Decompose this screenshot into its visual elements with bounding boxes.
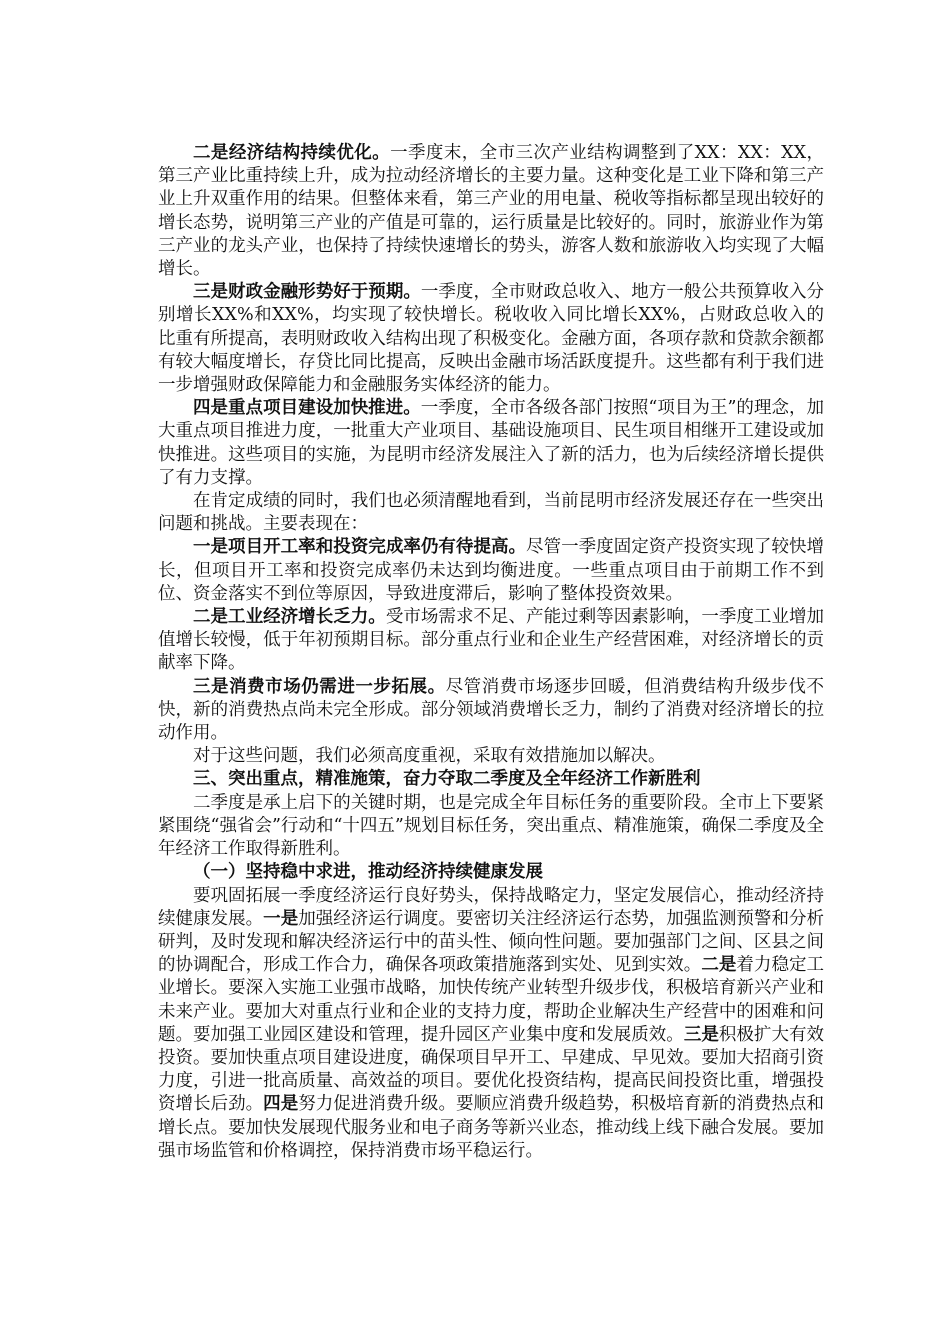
paragraph-problems-conclusion — [158, 745, 824, 768]
paragraph-text: 一季度末，全市三次产业结构调整到了XX：XX：XX，第三产业比重持续上升，成为拉动经济增长的主要力量。这种变化是工业下降和第三产业上升双重作用的结果。但整体来看，第三产业的用电量、税收等指标都呈现出较好的增长态势，说明第三产业的产值是可靠的，运行质量是比较好的。同时，旅游业作为第三产业的龙头产业，也保持了持续快速增长的势头，游客人数和旅游收入均实现了大幅增长。 — [158, 143, 825, 280]
measure-keyword: 一是 — [263, 908, 299, 929]
subsection-heading: （一）坚持稳中求进，推动经济持续健康发展 — [193, 862, 543, 883]
paragraph-economic-structure — [158, 142, 824, 281]
measure-text: 积极扩大有效投资。要加快重点项目建设进度，确保项目早开工、早建成、早见效。要加大招商引资力度，引进一批高质量、高效益的项目。要优化投资结构，提高民间投资比重，增强投资增长后劲。 — [158, 1024, 825, 1115]
paragraph-problems-intro — [158, 490, 824, 536]
document-page — [158, 142, 824, 1163]
paragraph-lead: 三是财政金融形势好于预期。 — [193, 282, 421, 303]
paragraph-problem-industry — [158, 606, 824, 676]
paragraph-problem-investment — [158, 536, 824, 606]
measure-text: 努力促进消费升级。要顺应消费升级趋势，积极培育新的消费热点和增长点。要加快发展现代服务业和电子商务等新兴业态，推动线上线下融合发展。要加强市场监管和价格调控，保持消费市场平稳运行。 — [158, 1094, 825, 1161]
paragraph-text: 一季度，全市财政总收入、地方一般公共预算收入分别增长XX%和XX%，均实现了较快增长。税收收入同比增长XX%，占财政总收入的比重有所提高，表明财政收入结构出现了积极变化。金融方面，各项存款和贷款余额都有较大幅度增长，存贷比同比提高，反映出金融市场活跃度提升。这些都有利于我们进一步增强财政保障能力和金融服务实体经济的能力。 — [158, 282, 825, 396]
measure-keyword: 三是 — [683, 1024, 719, 1045]
paragraph-measures — [158, 885, 824, 1163]
paragraph-lead: 一是项目开工率和投资完成率仍有待提高。 — [193, 537, 527, 558]
paragraph-text: 对于这些问题，我们必须高度重视，采取有效措施加以解决。 — [193, 746, 666, 767]
paragraph-text: 在肯定成绩的同时，我们也必须清醒地看到，当前昆明市经济发展还存在一些突出问题和挑战。主要表现在： — [158, 491, 824, 535]
paragraph-text: 尽管消费市场逐步回暖，但消费结构升级步伐不快，新的消费热点尚未完全形成。部分领域消费增长乏力，制约了消费对经济增长的拉动作用。 — [158, 676, 825, 744]
paragraph-lead: 三是消费市场仍需进一步拓展。 — [193, 676, 446, 697]
paragraph-text: 尽管一季度固定资产投资实现了较快增长，但项目开工率和投资完成率仍未达到均衡进度。一些重点项目由于前期工作不到位、资金落实不到位等原因，导致进度滞后，影响了整体投资效果。 — [158, 537, 825, 604]
measure-text: 加强经济运行调度。要密切关注经济运行态势，加强监测预警和分析研判，及时发现和解决经济运行中的苗头性、倾向性问题。要加强部门之间、区县之间的协调配合，形成工作合力，确保各项政策措施落到实处、见到实效。 — [158, 908, 825, 976]
measures-intro: 要巩固拓展一季度经济运行良好势头，保持战略定力，坚定发展信心，推动经济持续健康发展。 — [158, 885, 824, 929]
measure-keyword: 四是 — [263, 1094, 299, 1115]
paragraph-lead: 二是工业经济增长乏力。 — [193, 607, 386, 628]
paragraph-fiscal-finance — [158, 281, 824, 397]
paragraph-key-projects — [158, 397, 824, 490]
paragraph-problem-consumption — [158, 676, 824, 746]
section-intro: 二季度是承上启下的关键时期，也是完成全年目标任务的重要阶段。全市上下要紧紧围绕“强省会”行动和“十四五”规划目标任务，突出重点、精准施策，确保二季度及全年经济工作取得新胜利。 — [158, 792, 824, 860]
paragraph-lead: 四是重点项目建设加快推进。 — [193, 398, 421, 419]
paragraph-lead: 二是经济结构持续优化。 — [193, 143, 391, 163]
paragraph-text: 一季度，全市各级各部门按照“项目为王”的理念，加大重点项目推进力度，一批重大产业项目、基础设施项目、民生项目相继开工建设或加快推进。这些项目的实施，为昆明市经济发展注入了新的活力，也为后续经济增长提供了有力支撑。 — [158, 398, 824, 488]
measure-text: 着力稳定工业增长。要深入实施工业强市战略，加快传统产业转型升级步伐，积极培育新兴产业和未来产业。要加大对重点行业和企业的支持力度，帮助企业解决生产经营中的困难和问题。要加强工业园区建设和管理，提升园区产业集中度和发展质效。 — [158, 955, 825, 1045]
section-heading: 三、突出重点，精准施策，奋力夺取二季度及全年经济工作新胜利 — [193, 769, 701, 790]
measure-keyword: 二是 — [701, 955, 737, 976]
paragraph-text: 受市场需求不足、产能过剩等因素影响，一季度工业增加值增长较慢，低于年初预期目标。部分重点行业和企业生产经营困难，对经济增长的贡献率下降。 — [158, 607, 825, 674]
